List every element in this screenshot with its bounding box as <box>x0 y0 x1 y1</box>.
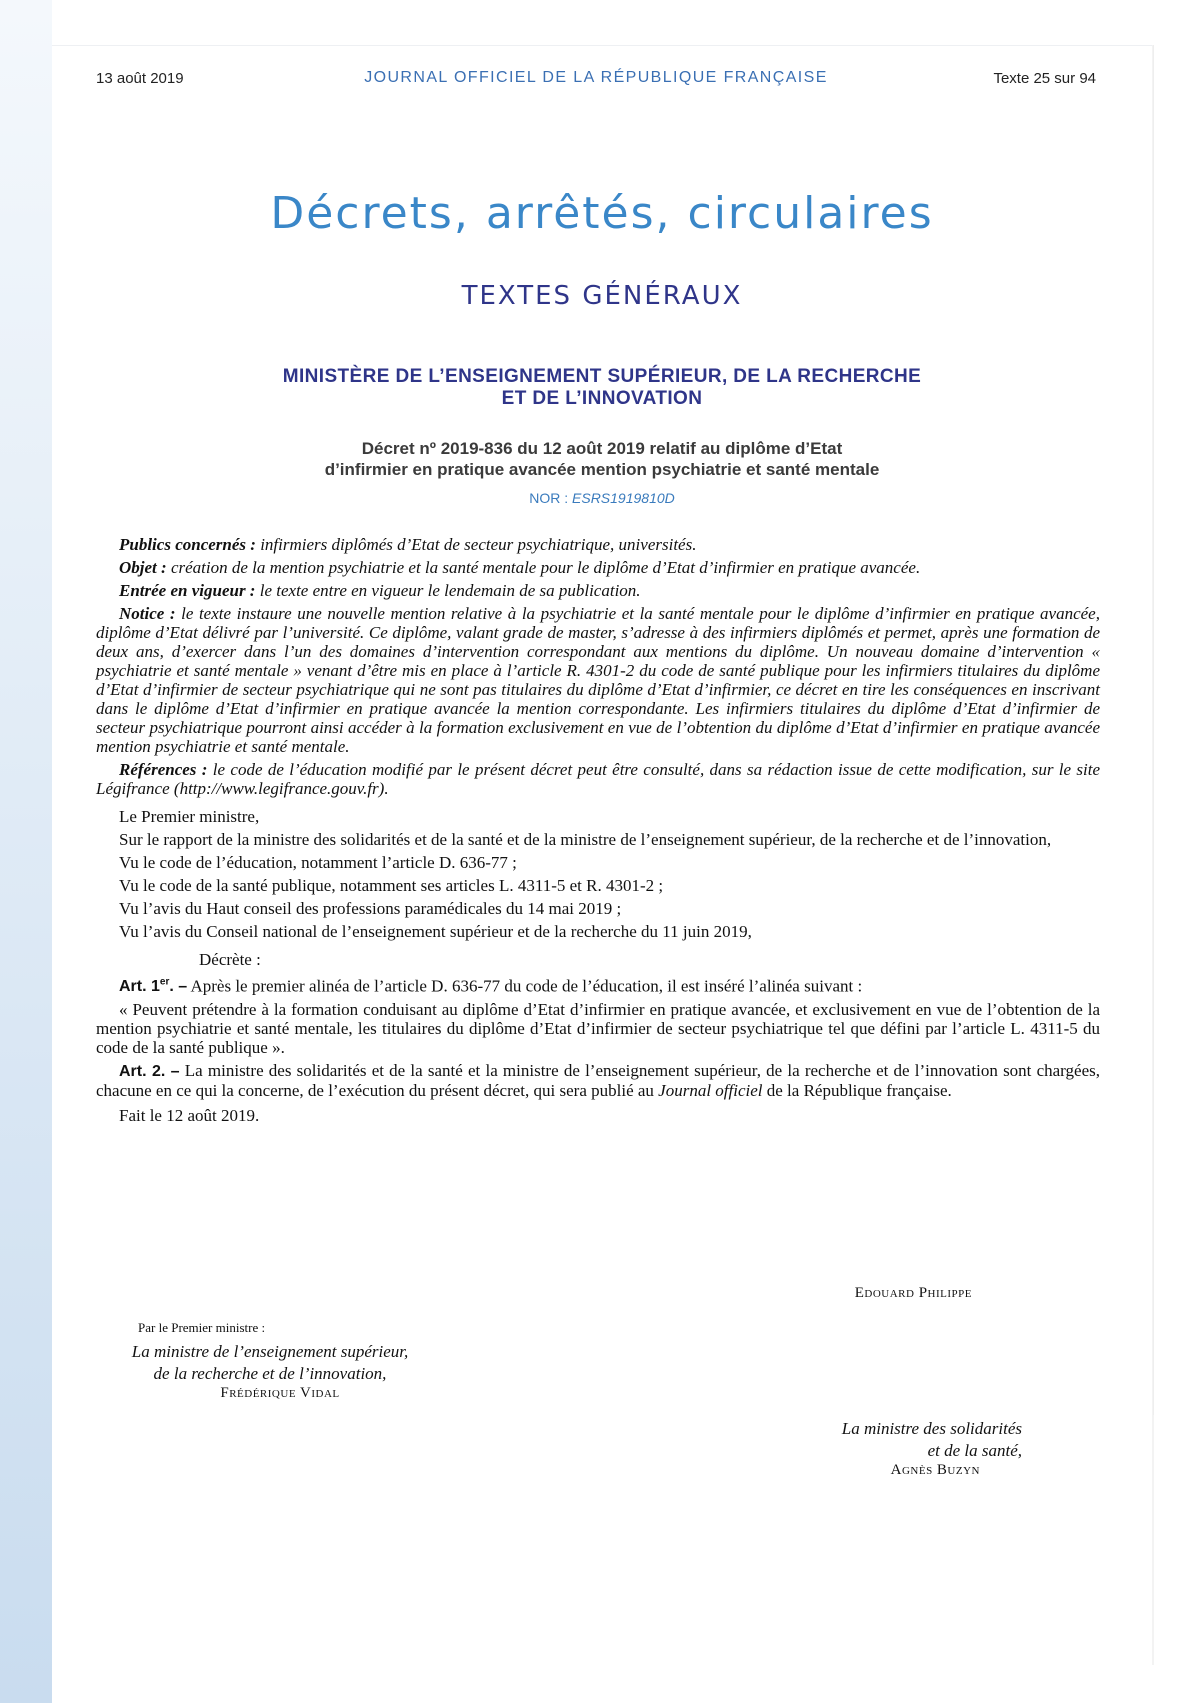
summary-label: Publics concernés : <box>119 535 256 554</box>
minister-title-enseignement <box>90 1341 450 1385</box>
document-page <box>52 45 1152 1665</box>
decree-body <box>96 535 1100 1129</box>
article-1-quote: « Peuvent prétendre à la formation conduisant au diplôme d’Etat d’infirmier en pratique avancée, et exclusivement en vue de l’obtention de la mention psychiatrie et santé mentale, les titulaires du diplôme d’Etat d’infirmier de secteur psychiatrique tel que défini par l’article L. 4311-5 du code de la santé publique ». <box>96 1000 1100 1058</box>
nor-label: NOR : <box>529 490 573 506</box>
article-2-text-a: La ministre des solidarités et de la santé et la ministre de l’enseignement supérieur, de la recherche et de l’innovation sont chargées, chacune en ce qui la concerne, de l’exécution du présent décret, qui sera publié au <box>96 1061 1100 1101</box>
article-2-label: Art. 2. – <box>119 1063 180 1081</box>
minister-title-line: de la recherche et de l’innovation, <box>153 1364 387 1383</box>
nor-reference <box>52 490 1152 506</box>
decrete: Décrète : <box>199 950 261 969</box>
summary-text: infirmiers diplômés d’Etat de secteur psychiatrique, universités. <box>255 535 697 554</box>
minister-title-line: La ministre des solidarités <box>841 1419 1022 1438</box>
summary-text: le code de l’éducation modifié par le présent décret peut être consulté, dans sa rédaction issue de cette modification, sur le site Légifrance (http://www.legifrance.gouv.fr). <box>96 760 1101 798</box>
subsection-title: TEXTES GÉNÉRAUX <box>461 281 743 311</box>
minister-title-line: La ministre de l’enseignement supérieur, <box>131 1342 409 1361</box>
page-header <box>96 69 1096 91</box>
vu-line: Vu le code de l’éducation, notamment l’article D. 636-77 ; <box>119 853 517 872</box>
article-1-number: Art. 1 <box>119 978 160 996</box>
header-date: 13 août 2019 <box>96 70 184 87</box>
vu-line: Vu l’avis du Conseil national de l’enseignement supérieur et de la recherche du 11 juin 2019, <box>119 922 752 941</box>
fait-le: Fait le 12 août 2019. <box>119 1106 260 1126</box>
decree-title-line: Décret nº 2019-836 du 12 août 2019 relatif au diplôme d’Etat <box>361 439 843 458</box>
signatory-buzyn: Agnès Buzyn <box>890 1462 980 1478</box>
summary-text: le texte entre en vigueur le lendemain de sa publication. <box>255 581 641 600</box>
article-1-sup: er <box>159 977 170 988</box>
left-margin-band <box>0 0 52 1703</box>
minister-title-line: et de la santé, <box>927 1441 1022 1460</box>
vu-line: Vu le code de la santé publique, notamment ses articles L. 4311-5 et R. 4301-2 ; <box>119 876 664 895</box>
signatory-premier-ministre: Edouard Philippe <box>854 1285 972 1301</box>
premier-ministre: Le Premier ministre, <box>119 807 260 826</box>
article-1-text: Après le premier alinéa de l’article D. 636-77 du code de l’éducation, il est inséré l’alinéa suivant : <box>187 976 863 996</box>
summary-text: création de la mention psychiatrie et la santé mentale pour le diplôme d’Etat d’infirmier en pratique avancée. <box>166 558 921 577</box>
decree-title <box>52 438 1152 480</box>
summary-objet <box>96 558 1100 577</box>
article-2-text-b: de la République française. <box>762 1081 952 1101</box>
summary-label: Entrée en vigueur : <box>119 581 256 600</box>
page-top-edge <box>52 45 1152 46</box>
header-journal-title: JOURNAL OFFICIEL DE LA RÉPUBLIQUE FRANÇAISE <box>364 69 828 86</box>
ministry-heading <box>52 366 1152 410</box>
ministry-line: ET DE L’INNOVATION <box>501 388 703 409</box>
article-1-dash: . – <box>169 978 188 996</box>
summary-label: Objet : <box>119 558 167 577</box>
minister-title-sante <box>722 1418 1022 1462</box>
par-le-premier-ministre: Par le Premier ministre : <box>138 1320 266 1335</box>
summary-references <box>96 760 1100 798</box>
summary-text: le texte instaure une nouvelle mention relative à la psychiatrie et la santé mentale pour le diplôme d’infirmier en pratique avancée, diplôme d’Etat délivré par l’université. Ce diplôme, valant grade de master, s’adresse à des infirmiers diplômés et permet, après une formation de deux ans, d’exercer dans l’un des domaines d’intervention correspondant aux mentions du diplôme. Un nouveau domaine d’intervention « psychiatrie et santé mentale » venant d’être mis en place à l’article R. 4301-2 du code de santé publique pour les infirmiers titulaires du diplôme d’Etat d’infirmier de secteur psychiatrique qui ne sont pas titulaires du diplôme d’Etat d’infirmier, ce décret en tire les conséquences en inscrivant dans le diplôme d’Etat d’infirmier en pratique avancée la mention correspondante. Les infirmiers titulaires du diplôme d’Etat d’infirmier de secteur psychiatrique pourront ainsi accéder à la formation exclusivement en vue de l’obtention du diplôme d’Etat d’infirmier en pratique avancée mention psychiatrie et santé mentale. <box>96 604 1100 756</box>
journal-officiel-italic: Journal officiel <box>658 1081 763 1101</box>
ministry-line: MINISTÈRE DE L’ENSEIGNEMENT SUPÉRIEUR, DE LA RECHERCHE <box>282 366 922 387</box>
decree-title-line: d’infirmier en pratique avancée mention psychiatrie et santé mentale <box>324 460 880 479</box>
summary-label: Références : <box>119 760 208 779</box>
summary-publics <box>96 535 1100 554</box>
article-1-label <box>119 978 187 995</box>
vu-line: Vu l’avis du Haut conseil des professions paramédicales du 14 mai 2019 ; <box>119 899 622 918</box>
summary-notice <box>96 604 1100 756</box>
header-text-number: Texte 25 sur 94 <box>993 70 1096 87</box>
signatory-vidal: Frédérique Vidal <box>220 1385 340 1401</box>
page-right-edge <box>1153 45 1154 1415</box>
summary-label: Notice : <box>119 604 176 623</box>
article-1 <box>96 973 1100 996</box>
section-title: Décrets, arrêtés, circulaires <box>270 188 934 239</box>
article-2 <box>96 1061 1100 1100</box>
summary-entree <box>96 581 1100 600</box>
rapport-paragraph: Sur le rapport de la ministre des solidarités et de la santé et de la ministre de l’enseignement supérieur, de la recherche et de l’innovation, <box>119 830 1052 849</box>
nor-value: ESRS1919810D <box>572 490 675 506</box>
